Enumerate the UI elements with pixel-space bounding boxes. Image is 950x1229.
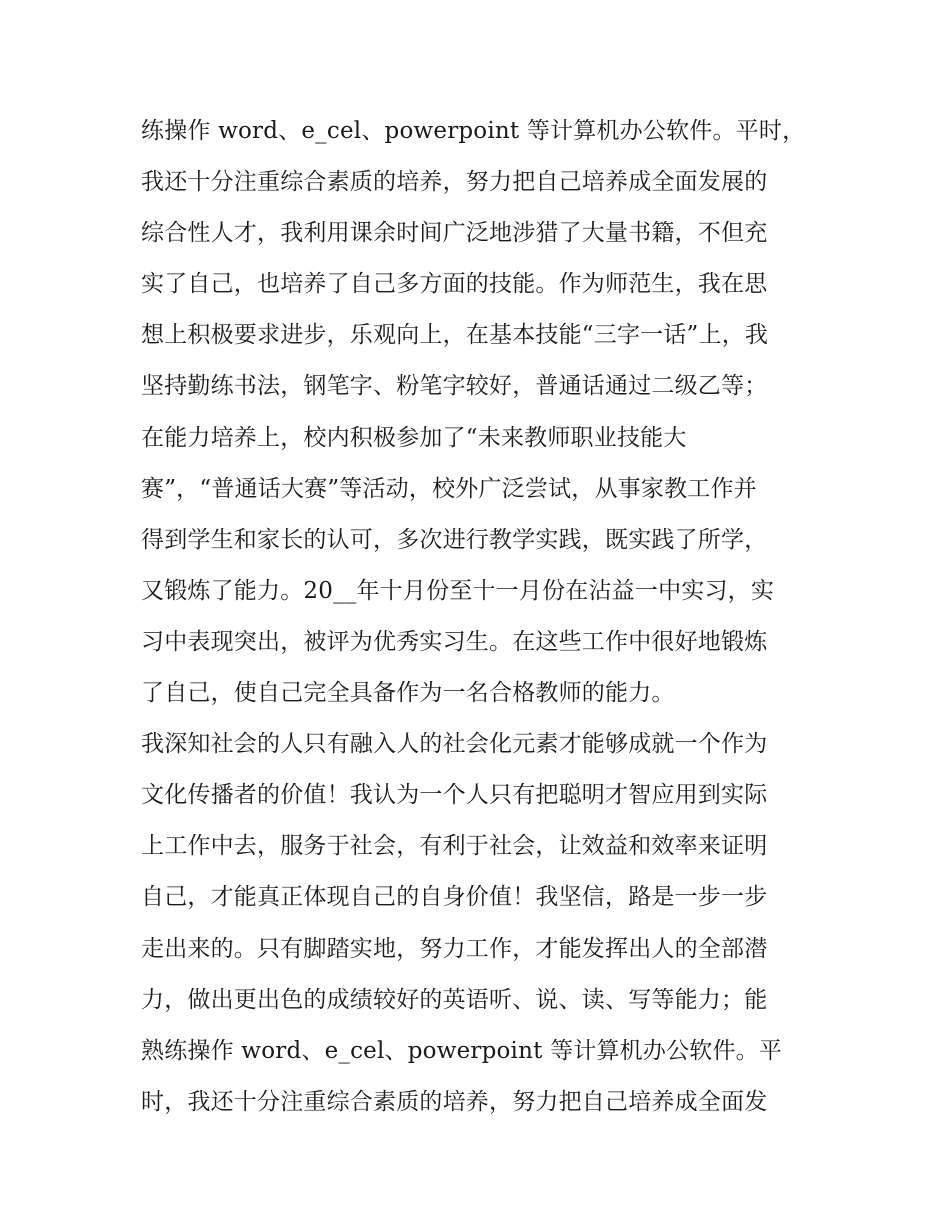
- text-line: 我深知社会的人只有融入人的社会化元素才能够成就一个作为: [141, 731, 768, 758]
- text-line: 时，我还十分注重综合素质的培养，努力把自己培养成全面发: [141, 1088, 768, 1115]
- text-line: 在能力培养上，校内积极参加了“未来教师职业技能大: [141, 424, 687, 451]
- text-line: 坚持勤练书法，钢笔字、粉笔字较好，普通话通过二级乙等；: [141, 373, 768, 400]
- text-line: 了自己，使自己完全具备作为一名合格教师的能力。: [141, 680, 675, 707]
- text-line: 赛”，“普通话大赛”等活动，校外广泛尝试，从事家教工作并: [141, 475, 757, 502]
- text-line: 习中表现突出，被评为优秀实习生。在这些工作中很好地锻炼: [141, 628, 768, 655]
- text-line: 想上积极要求进步，乐观向上，在基本技能“三字一话”上，我: [141, 322, 769, 349]
- text-line: 文化传播者的价值！我认为一个人只有把聪明才智应用到实际: [141, 782, 768, 809]
- text-line: 练操作 word、e_cel、powerpoint 等计算机办公软件。平时，: [141, 118, 806, 144]
- text-line: 走出来的。只有脚踏实地，努力工作，才能发挥出人的全部潜: [141, 935, 768, 962]
- text-line: 综合性人才，我利用课余时间广泛地涉猎了大量书籍，不但充: [141, 220, 768, 247]
- text-line: 我还十分注重综合素质的培养，努力把自己培养成全面发展的: [141, 169, 768, 196]
- text-line: 自己，才能真正体现自己的自身价值！我坚信，路是一步一步: [141, 884, 768, 911]
- text-line: 熟练操作 word、e_cel、powerpoint 等计算机办公软件。平: [141, 1037, 783, 1064]
- text-line: 得到学生和家长的认可，多次进行教学实践，既实践了所学，: [141, 526, 768, 553]
- text-line: 又锻炼了能力。20__年十月份至十一月份在沾益一中实习，实: [141, 577, 775, 604]
- text-line: 实了自己，也培养了自己多方面的技能。作为师范生，我在思: [141, 271, 768, 298]
- body-text: [141, 106, 821, 1128]
- text-line: 上工作中去，服务于社会，有利于社会，让效益和效率来证明: [141, 833, 768, 860]
- text-line: 力，做出更出色的成绩较好的英语听、说、读、写等能力；能: [141, 986, 768, 1013]
